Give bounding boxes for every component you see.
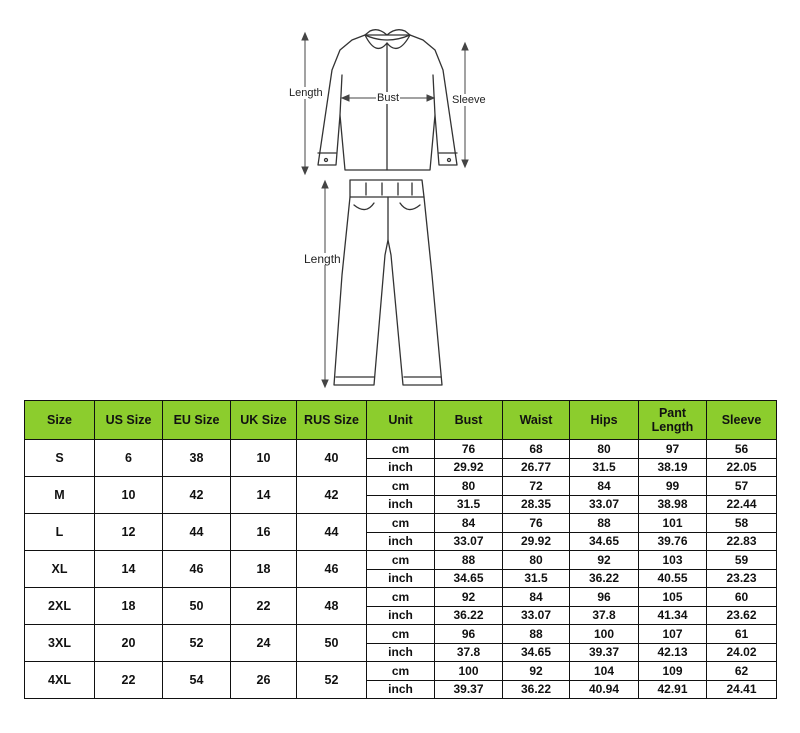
hips-cell: 88 [570, 514, 639, 533]
unit-cell: cm [367, 514, 435, 533]
table-row [25, 477, 777, 496]
pant-length-cell: 97 [639, 440, 707, 459]
rus-size-cell: 50 [297, 625, 367, 662]
pant-length-cell: 103 [639, 551, 707, 570]
rus-size-cell: 40 [297, 440, 367, 477]
bust-cell: 31.5 [435, 495, 503, 514]
hips-cell: 104 [570, 662, 639, 681]
header-size: Size [25, 401, 95, 440]
sleeve-cell: 23.23 [707, 569, 777, 588]
garment-illustration [270, 15, 520, 390]
size-cell: S [25, 440, 95, 477]
sleeve-label: Sleeve [452, 94, 486, 106]
waist-cell: 72 [503, 477, 570, 496]
waist-cell: 33.07 [503, 606, 570, 625]
unit-cell: cm [367, 662, 435, 681]
pant-length-cell: 38.98 [639, 495, 707, 514]
table-row [25, 551, 777, 570]
table-header-row [25, 401, 777, 440]
header-rus-size: RUS Size [297, 401, 367, 440]
table-row [25, 588, 777, 607]
pant-length-cell: 105 [639, 588, 707, 607]
waist-cell: 68 [503, 440, 570, 459]
sleeve-cell: 58 [707, 514, 777, 533]
garment-diagram [270, 15, 520, 390]
header-sleeve: Sleeve [707, 401, 777, 440]
waist-cell: 29.92 [503, 532, 570, 551]
eu-size-cell: 46 [163, 551, 231, 588]
sleeve-cell: 56 [707, 440, 777, 459]
pant-length-cell: 41.34 [639, 606, 707, 625]
waist-cell: 31.5 [503, 569, 570, 588]
table-row [25, 440, 777, 459]
header-eu-size: EU Size [163, 401, 231, 440]
pant-length-cell: 101 [639, 514, 707, 533]
rus-size-cell: 52 [297, 662, 367, 699]
bust-cell: 39.37 [435, 680, 503, 699]
pant-length-cell: 99 [639, 477, 707, 496]
header-pant-length: Pant Length [639, 401, 707, 440]
waist-cell: 34.65 [503, 643, 570, 662]
pants-length-label: Length [304, 252, 341, 266]
bust-cell: 80 [435, 477, 503, 496]
sleeve-cell: 22.83 [707, 532, 777, 551]
sleeve-cell: 62 [707, 662, 777, 681]
sleeve-cell: 22.44 [707, 495, 777, 514]
hips-cell: 37.8 [570, 606, 639, 625]
waist-cell: 92 [503, 662, 570, 681]
unit-cell: cm [367, 477, 435, 496]
unit-cell: inch [367, 680, 435, 699]
eu-size-cell: 50 [163, 588, 231, 625]
rus-size-cell: 46 [297, 551, 367, 588]
waist-cell: 84 [503, 588, 570, 607]
uk-size-cell: 26 [231, 662, 297, 699]
pant-length-cell: 38.19 [639, 458, 707, 477]
hips-cell: 80 [570, 440, 639, 459]
pant-length-cell: 107 [639, 625, 707, 644]
eu-size-cell: 38 [163, 440, 231, 477]
size-cell: XL [25, 551, 95, 588]
hips-cell: 34.65 [570, 532, 639, 551]
pant-length-cell: 42.13 [639, 643, 707, 662]
hips-cell: 100 [570, 625, 639, 644]
eu-size-cell: 52 [163, 625, 231, 662]
measurement-arrows [302, 33, 468, 387]
bust-cell: 96 [435, 625, 503, 644]
hips-cell: 84 [570, 477, 639, 496]
unit-cell: cm [367, 551, 435, 570]
uk-size-cell: 16 [231, 514, 297, 551]
unit-cell: inch [367, 532, 435, 551]
bust-cell: 88 [435, 551, 503, 570]
uk-size-cell: 22 [231, 588, 297, 625]
us-size-cell: 20 [95, 625, 163, 662]
us-size-cell: 18 [95, 588, 163, 625]
sleeve-cell: 23.62 [707, 606, 777, 625]
size-cell: 4XL [25, 662, 95, 699]
hips-cell: 96 [570, 588, 639, 607]
bust-cell: 92 [435, 588, 503, 607]
sleeve-cell: 22.05 [707, 458, 777, 477]
table-row [25, 625, 777, 644]
waist-cell: 28.35 [503, 495, 570, 514]
size-cell: M [25, 477, 95, 514]
eu-size-cell: 44 [163, 514, 231, 551]
size-chart-table [24, 400, 777, 699]
us-size-cell: 14 [95, 551, 163, 588]
rus-size-cell: 42 [297, 477, 367, 514]
us-size-cell: 12 [95, 514, 163, 551]
header-uk-size: UK Size [231, 401, 297, 440]
bust-cell: 100 [435, 662, 503, 681]
table-row [25, 662, 777, 681]
unit-cell: cm [367, 625, 435, 644]
rus-size-cell: 48 [297, 588, 367, 625]
bust-cell: 34.65 [435, 569, 503, 588]
size-cell: 3XL [25, 625, 95, 662]
sleeve-cell: 24.02 [707, 643, 777, 662]
header-bust: Bust [435, 401, 503, 440]
table-row [25, 514, 777, 533]
us-size-cell: 6 [95, 440, 163, 477]
shirt-length-label: Length [289, 87, 323, 99]
sleeve-cell: 57 [707, 477, 777, 496]
hips-cell: 33.07 [570, 495, 639, 514]
rus-size-cell: 44 [297, 514, 367, 551]
waist-cell: 76 [503, 514, 570, 533]
uk-size-cell: 18 [231, 551, 297, 588]
unit-cell: inch [367, 606, 435, 625]
eu-size-cell: 54 [163, 662, 231, 699]
eu-size-cell: 42 [163, 477, 231, 514]
size-cell: L [25, 514, 95, 551]
bust-cell: 29.92 [435, 458, 503, 477]
waist-cell: 88 [503, 625, 570, 644]
waist-cell: 80 [503, 551, 570, 570]
hips-cell: 40.94 [570, 680, 639, 699]
bust-cell: 36.22 [435, 606, 503, 625]
hips-cell: 36.22 [570, 569, 639, 588]
pant-length-cell: 40.55 [639, 569, 707, 588]
header-unit: Unit [367, 401, 435, 440]
header-waist: Waist [503, 401, 570, 440]
sleeve-cell: 24.41 [707, 680, 777, 699]
sleeve-cell: 61 [707, 625, 777, 644]
pant-length-cell: 39.76 [639, 532, 707, 551]
waist-cell: 36.22 [503, 680, 570, 699]
unit-cell: cm [367, 440, 435, 459]
uk-size-cell: 14 [231, 477, 297, 514]
unit-cell: inch [367, 643, 435, 662]
bust-cell: 76 [435, 440, 503, 459]
hips-cell: 31.5 [570, 458, 639, 477]
waist-cell: 26.77 [503, 458, 570, 477]
header-us-size: US Size [95, 401, 163, 440]
unit-cell: cm [367, 588, 435, 607]
uk-size-cell: 10 [231, 440, 297, 477]
unit-cell: inch [367, 458, 435, 477]
size-cell: 2XL [25, 588, 95, 625]
hips-cell: 39.37 [570, 643, 639, 662]
us-size-cell: 22 [95, 662, 163, 699]
hips-cell: 92 [570, 551, 639, 570]
uk-size-cell: 24 [231, 625, 297, 662]
table-body [25, 440, 777, 699]
bust-label: Bust [377, 92, 400, 104]
us-size-cell: 10 [95, 477, 163, 514]
unit-cell: inch [367, 569, 435, 588]
pants-outline [334, 180, 442, 385]
bust-cell: 37.8 [435, 643, 503, 662]
sleeve-cell: 59 [707, 551, 777, 570]
bust-cell: 33.07 [435, 532, 503, 551]
pant-length-cell: 42.91 [639, 680, 707, 699]
bust-cell: 84 [435, 514, 503, 533]
unit-cell: inch [367, 495, 435, 514]
pant-length-cell: 109 [639, 662, 707, 681]
sleeve-cell: 60 [707, 588, 777, 607]
header-hips: Hips [570, 401, 639, 440]
